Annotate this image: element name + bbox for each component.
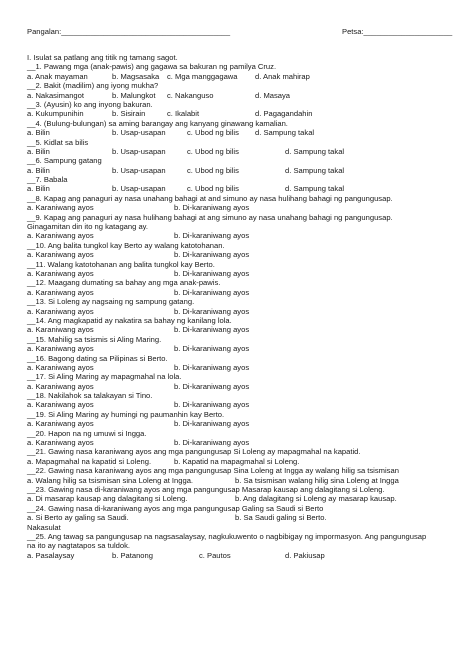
question-text: __6. Sampung gatang: [27, 156, 102, 166]
question-text: __16. Bagong dating sa Pilipinas si Berto.: [27, 353, 168, 363]
answer-choices: [27, 250, 457, 259]
answer-choices: [27, 166, 457, 175]
answer-choice: d. Sampung takal: [285, 184, 345, 194]
question-text: __23. Gawing nasa di-karaniwang ayos ang mga pangungusap Masarap kausap ang dalagitang si Loleng.: [27, 484, 385, 494]
answer-choice: b. Di-karaniwang ayos: [174, 203, 250, 213]
answer-choice: b. Di-karaniwang ayos: [174, 287, 250, 297]
answer-choice: c. Ubod ng bilis: [187, 128, 239, 138]
answer-choice: a. Si Berto ay galing sa Saudi.: [27, 513, 129, 523]
question-text: Nakasulat: [27, 522, 61, 532]
answer-choice: a. Karaniwang ayos: [27, 250, 94, 260]
answer-choice: b. Di-karaniwang ayos: [174, 325, 250, 335]
answer-choice: b. Sisirain: [112, 109, 146, 119]
answer-choice: b. Di-karaniwang ayos: [174, 344, 250, 354]
answer-choice: b. Usap-usapan: [112, 146, 166, 156]
answer-choice: b. Malungkot: [112, 90, 156, 100]
answer-choices: [27, 72, 457, 81]
question-text: __19. Si Aling Maring ay humingi ng paumanhin kay Berto.: [27, 409, 225, 419]
instruction: I. Isulat sa patlang ang titik ng tamang sagot.: [27, 53, 178, 62]
question-text: __15. Mahilig sa tsismis si Aling Maring.: [27, 334, 162, 344]
question-text: __5. Kidlat sa bilis: [27, 137, 89, 147]
answer-choice: a. Pasalaysay: [27, 550, 75, 560]
answer-choice: a. Karaniwang ayos: [27, 268, 94, 278]
answer-choices: [27, 231, 457, 240]
answer-choices: [27, 344, 457, 353]
question-text: __9. Kapag ang panaguri ay nasa hulihang bahagi at ang simuno ay nasa unahang bahagi ng pangungusap.: [27, 212, 393, 222]
answer-choices: [27, 494, 457, 503]
answer-choice: b. Ang dalagitang si Loleng ay masarap kausap.: [235, 494, 397, 504]
date-field-label: Petsa:_____________________: [342, 27, 453, 36]
question-text: __24. Gawing nasa di-karaniwang ayos ang mga pangungusap Galing sa Saudi si Berto: [27, 503, 324, 513]
answer-choices: [27, 363, 457, 372]
answer-choice: b. Di-karaniwang ayos: [174, 231, 250, 241]
answer-choices: [27, 400, 457, 409]
answer-choices: [27, 307, 457, 316]
question-text: __25. Ang tawag sa pangungusap na nagsasalaysay, nagkukuwento o nagbibigay ng impormasyon. Ang pangungusap: [27, 531, 427, 541]
answer-choice: a. Karaniwang ayos: [27, 203, 94, 213]
answer-choice: b. Di-karaniwang ayos: [174, 306, 250, 316]
question-text: __17. Si Aling Maring ay mapagmahal na lola.: [27, 372, 182, 382]
answer-choice: c. Ikalabit: [167, 109, 200, 119]
answer-choice: b. Di-karaniwang ayos: [174, 250, 250, 260]
answer-choices: [27, 551, 457, 560]
answer-choice: c. Ubod ng bilis: [187, 146, 239, 156]
worksheet: [27, 27, 457, 560]
question-text: __3. (Ayusin) ko ang inyong bakuran.: [27, 99, 153, 109]
answer-choice: a. Karaniwang ayos: [27, 306, 94, 316]
question-list: [27, 62, 457, 560]
answer-choices: [27, 91, 457, 100]
question-text: Ginagamitan din ito ng katagang ay.: [27, 222, 149, 232]
answer-choice: b. Usap-usapan: [112, 165, 166, 175]
answer-choice: c. Ubod ng bilis: [187, 165, 239, 175]
answer-choice: b. Di-karaniwang ayos: [174, 362, 250, 372]
answer-choices: [27, 419, 457, 428]
answer-choice: a. Karaniwang ayos: [27, 344, 94, 354]
answer-choice: b. Di-karaniwang ayos: [174, 268, 250, 278]
answer-choice: c. Nakanguso: [167, 90, 214, 100]
answer-choice: b. Usap-usapan: [112, 128, 166, 138]
answer-choices: [27, 269, 457, 278]
answer-choice: c. Mga manggagawa: [167, 71, 238, 81]
answer-choices: [27, 147, 457, 156]
answer-choice: b. Patanong: [112, 550, 153, 560]
answer-choices: [27, 203, 457, 212]
answer-choice: b. Sa Saudi galing si Berto.: [235, 513, 327, 523]
answer-choice: a. Karaniwang ayos: [27, 419, 94, 429]
answer-choice: a. Nakasimangot: [27, 90, 84, 100]
question-text: __20. Hapon na ng umuwi si Ingga.: [27, 428, 147, 438]
answer-choices: [27, 438, 457, 447]
answer-choice: b. Kapatid na mapagmahal si Loleng.: [174, 456, 300, 466]
question-text: __12. Maagang dumating sa bahay ang mga anak-pawis.: [27, 278, 221, 288]
answer-choices: [27, 513, 457, 522]
answer-choices: [27, 382, 457, 391]
answer-choice: b. Di-karaniwang ayos: [174, 438, 250, 448]
answer-choice: a. Bilin: [27, 146, 50, 156]
answer-choice: a. Bilin: [27, 184, 50, 194]
question-text: __13. Si Loleng ay nagsaing ng sampung gatang.: [27, 297, 195, 307]
answer-choice: a. Mapagmahal na kapatid si Loleng.: [27, 456, 152, 466]
question-text: __18. Nakilahok sa talakayan si Tino.: [27, 391, 153, 401]
answer-choice: b. Magsasaka: [112, 71, 160, 81]
question-text: __1. Pawang mga (anak-pawis) ang gagawa sa bakuran ng pamilya Cruz.: [27, 62, 277, 72]
question-text: __11. Walang katotohanan ang balita tungkol kay Berto.: [27, 259, 215, 269]
answer-choice: a. Bilin: [27, 128, 50, 138]
header: [27, 27, 457, 41]
answer-choice: d. Masaya: [255, 90, 291, 100]
answer-choices: [27, 457, 457, 466]
answer-choice: a. Di masarap kausap ang dalagitang si Loleng.: [27, 494, 188, 504]
answer-choices: [27, 128, 457, 137]
answer-choice: d. Pagagandahin: [255, 109, 313, 119]
question-text: __10. Ang balita tungkol kay Berto ay walang katotohanan.: [27, 240, 225, 250]
answer-choice: a. Karaniwang ayos: [27, 438, 94, 448]
answer-choice: a. Karaniwang ayos: [27, 325, 94, 335]
question-text: __7. Babala: [27, 175, 68, 185]
answer-choice: b. Sa tsismisan walang hilig sina Loleng at Ingga: [235, 475, 399, 485]
answer-choice: d. Sampung takal: [285, 146, 345, 156]
answer-choice: a. Bilin: [27, 165, 50, 175]
answer-choice: d. Sampung takal: [285, 165, 345, 175]
answer-choice: a. Anak mayaman: [27, 71, 88, 81]
answer-choices: [27, 325, 457, 334]
answer-choice: a. Karaniwang ayos: [27, 287, 94, 297]
answer-choice: b. Di-karaniwang ayos: [174, 381, 250, 391]
answer-choices: [27, 109, 457, 118]
answer-choice: a. Kukumpunihin: [27, 109, 84, 119]
answer-choice: a. Karaniwang ayos: [27, 231, 94, 241]
answer-choice: a. Karaniwang ayos: [27, 381, 94, 391]
question-text: __14. Ang magkapatid ay nakatira sa bahay ng kanilang lola.: [27, 315, 232, 325]
answer-choice: a. Walang hilig sa tsismisan sina Loleng at Ingga.: [27, 475, 194, 485]
answer-choice: b. Di-karaniwang ayos: [174, 400, 250, 410]
question-text: __21. Gawing nasa karaniwang ayos ang mga pangungusap Si Loleng ay mapagmahal na kapatid.: [27, 447, 361, 457]
answer-choices: [27, 476, 457, 485]
answer-choice: c. Pautos: [199, 550, 231, 560]
answer-choice: b. Di-karaniwang ayos: [174, 419, 250, 429]
answer-choice: b. Usap-usapan: [112, 184, 166, 194]
question-text: __4. (Bulung-bulungan) sa aming barangay ang kanyang ginawang kamalian.: [27, 118, 288, 128]
answer-choices: [27, 184, 457, 193]
answer-choice: d. Sampung takal: [255, 128, 315, 138]
answer-choice: a. Karaniwang ayos: [27, 362, 94, 372]
answer-choice: d. Pakiusap: [285, 550, 325, 560]
question-text: __2. Bakit (madilim) ang iyong mukha?: [27, 81, 159, 91]
question-text: __8. Kapag ang panaguri ay nasa unahang bahagi at and simuno ay nasa hulihang bahagi ng pangungusap.: [27, 193, 393, 203]
answer-choice: d. Anak mahirap: [255, 71, 310, 81]
question-text: __22. Gawing nasa karaniwang ayos ang mga pangungusap Sina Loleng at Ingga ay walang hilig sa tsismisan: [27, 466, 399, 476]
answer-choices: [27, 288, 457, 297]
question-text: na ito ay nagtatapos sa tuldok.: [27, 541, 131, 551]
answer-choice: c. Ubod ng bilis: [187, 184, 239, 194]
answer-choice: a. Karaniwang ayos: [27, 400, 94, 410]
name-field-label: Pangalan:________________________________________: [27, 27, 231, 36]
